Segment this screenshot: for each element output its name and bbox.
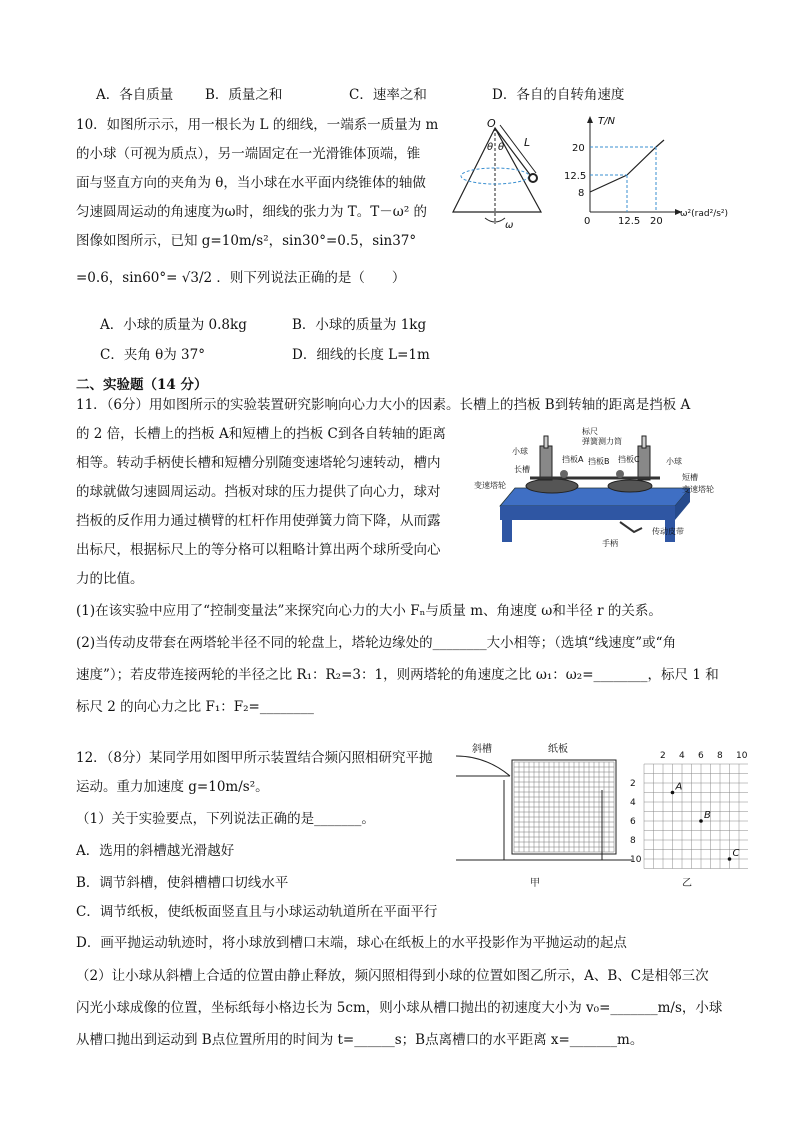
q11-line: 出标尺，根据标尺上的等分格可以粗略计算出两个球所受向心 — [76, 542, 441, 558]
apparatus-label: 长槽 — [514, 465, 530, 474]
q12-stem-full — [76, 898, 736, 1055]
q12-line: （1）关于实验要点，下列说法正确的是_______。 — [76, 811, 375, 827]
trajectory-point — [671, 791, 675, 795]
q12-line: 闪光小球成像的位置，坐标纸每小格边长为 5cm，则小球从槽口抛出的初速度大小为 v₀=_______m/s，小球 — [76, 1000, 723, 1016]
apparatus-label: 传动皮带 — [652, 527, 684, 536]
graph-xtick: 20 — [650, 216, 663, 227]
q12-line: D．画平抛运动轨迹时，将小球放到槽口末端，球心在纸板上的水平投影作为平抛运动的起点 — [76, 935, 627, 951]
board-label: 纸板 — [548, 744, 568, 755]
q11-line: 标尺 2 的向心力之比 F₁：F₂=________ — [76, 699, 314, 715]
apparatus-label: 小球 — [666, 457, 682, 466]
trajectory-point-label: A — [675, 781, 683, 793]
q11-line: (1)在该实验中应用了“控制变量法”来探究向心力的大小 Fₙ与质量 m、角速度 ω和半径 r 的关系。 — [76, 603, 662, 619]
grid-xtick: 10 — [736, 751, 748, 761]
apparatus-label: 小球 — [512, 447, 528, 456]
q12-line: C．调节纸板，使纸板面竖直且与小球运动轨道所在平面平行 — [76, 904, 438, 920]
fig-yi-caption: 乙 — [682, 878, 692, 889]
q12-line: 12．（8分）某同学用如图甲所示装置结合频闪照相研究平抛 — [76, 750, 433, 766]
apparatus-label: 标尺 — [582, 427, 598, 436]
graph-xtick: 12.5 — [618, 216, 641, 227]
q9-option-a: A．各自质量 — [96, 87, 174, 103]
q11-line: (2)当传动皮带套在两塔轮半径不同的轮盘上，塔轮边缘处的________大小相等；（选填“线速度”或“角 — [76, 635, 677, 651]
grid-xtick: 4 — [679, 751, 685, 761]
q10-option-a: A．小球的质量为 0.8kg — [100, 317, 247, 333]
grid-ytick: 10 — [630, 855, 642, 865]
grid-ytick: 4 — [630, 798, 636, 808]
q11-line: 相等。转动手柄使长槽和短槽分别随变速塔轮匀速转动，槽内 — [76, 455, 441, 471]
q11-line: 11．（6分）用如图所示的实验装置研究影响向心力大小的因素。长槽上的挡板 B到转轴的距离是挡板 A — [76, 397, 691, 413]
apparatus-label: 短槽 — [682, 473, 698, 482]
apparatus-label: 手柄 — [602, 539, 618, 548]
q12-stem — [76, 744, 456, 898]
grid-xtick: 8 — [717, 751, 723, 761]
q11-line: 的球就做匀速圆周运动。挡板对球的压力提供了向心力，球对 — [76, 484, 441, 500]
q10-line: 匀速圆周运动的角速度为ω时，细线的张力为 T。T－ω² 的 — [76, 204, 428, 220]
cone-omega: ω — [505, 220, 514, 231]
q11-line: 挡板的反作用力通过横臂的杠杆作用使弹簧力筒下降，从而露 — [76, 513, 441, 529]
q11-line: 速度”）；若皮带连接两轮的半径之比 R₁：R₂=3：1，则两塔轮的角速度之比 ω₁：ω₂=________，标尺 1 和 — [76, 667, 719, 683]
q10-stem — [76, 111, 448, 293]
t-omega-graph — [552, 112, 742, 232]
grid-ytick: 6 — [630, 817, 636, 827]
grid-ytick: 8 — [630, 836, 636, 846]
apparatus-label: 挡板C — [618, 455, 640, 464]
q10-line: 面与竖直方向的夹角为 θ，当小球在水平面内绕锥体的轴做 — [76, 175, 426, 191]
fig-jia-caption: 甲 — [530, 878, 540, 889]
cone-figure — [447, 112, 567, 234]
q10-option-b: B．小球的质量为 1kg — [292, 317, 427, 333]
projectile-setup-figure — [452, 740, 638, 890]
apparatus-label: 挡板B — [588, 457, 610, 466]
q10-line: 10．如图所示示，用一根长为 L 的细线，一端系一质量为 m — [76, 117, 439, 133]
apparatus-label: 变速塔轮 — [682, 485, 714, 494]
graph-ytick: 8 — [578, 188, 585, 199]
cone-o: O — [487, 117, 496, 130]
q12-line: B．调节斜槽，使斜槽槽口切线水平 — [76, 875, 289, 891]
q12-line: （2）让小球从斜槽上合适的位置由静止释放，频闪照相得到小球的位置如图乙所示，A、B、C是相邻三次 — [76, 968, 709, 984]
apparatus-label: 挡板A — [562, 455, 584, 464]
q10-option-c: C．夹角 θ为 37° — [100, 347, 205, 363]
q10-line: 图像如图所示，已知 g=10m/s²，sin30°=0.5，sin37° — [76, 233, 417, 249]
q9-option-c: C．速率之和 — [349, 87, 427, 103]
q9-option-d: D．各自的自转角速度 — [492, 87, 625, 103]
grid-ytick: 2 — [630, 779, 636, 789]
centripetal-apparatus-figure — [470, 424, 730, 556]
apparatus-label: 弹簧测力筒 — [582, 437, 622, 446]
apparatus-label: 变速塔轮 — [474, 481, 506, 490]
trajectory-grid-figure — [624, 744, 748, 894]
grid-xtick: 6 — [698, 751, 704, 761]
grid-xtick: 2 — [660, 751, 666, 761]
q11-line: 力的比值。 — [76, 571, 144, 587]
graph-ytick: 12.5 — [564, 171, 587, 182]
trajectory-point-label: C — [732, 848, 740, 859]
q10-line: 的小球（可视为质点），另一端固定在一光滑锥体顶端，锥 — [76, 146, 421, 162]
graph-xlabel: ω²(rad²/s²) — [680, 209, 729, 219]
trajectory-point-label: B — [704, 810, 711, 821]
q12-line: 运动。重力加速度 g=10m/s²。 — [76, 779, 269, 795]
q11-line: 的 2 倍，长槽上的挡板 A和短槽上的挡板 C到各自转轴的距离 — [76, 426, 446, 442]
graph-ylabel: T/N — [598, 116, 615, 127]
q10-option-d: D．细线的长度 L=1m — [292, 347, 430, 363]
cone-theta1: θ — [487, 142, 494, 153]
q10-line: =0.6，sin60°= √3/2 ．则下列说法正确的是（ ） — [76, 270, 406, 286]
cone-l: L — [524, 136, 531, 149]
graph-xtick: 0 — [584, 216, 591, 227]
chute-label: 斜槽 — [472, 744, 492, 755]
trajectory-point — [699, 819, 703, 823]
q9-option-b: B．质量之和 — [205, 87, 283, 103]
trajectory-point — [728, 857, 732, 861]
cone-theta2: θ — [498, 142, 505, 153]
q12-line: A．选用的斜槽越光滑越好 — [76, 843, 235, 859]
section-title: 二、实验题（14 分） — [76, 377, 208, 393]
graph-ytick: 20 — [572, 143, 585, 154]
q12-line: 从槽口抛出到运动到 B点位置所用的时间为 t=______s；B点离槽口的水平距离 x=_______m。 — [76, 1032, 644, 1048]
